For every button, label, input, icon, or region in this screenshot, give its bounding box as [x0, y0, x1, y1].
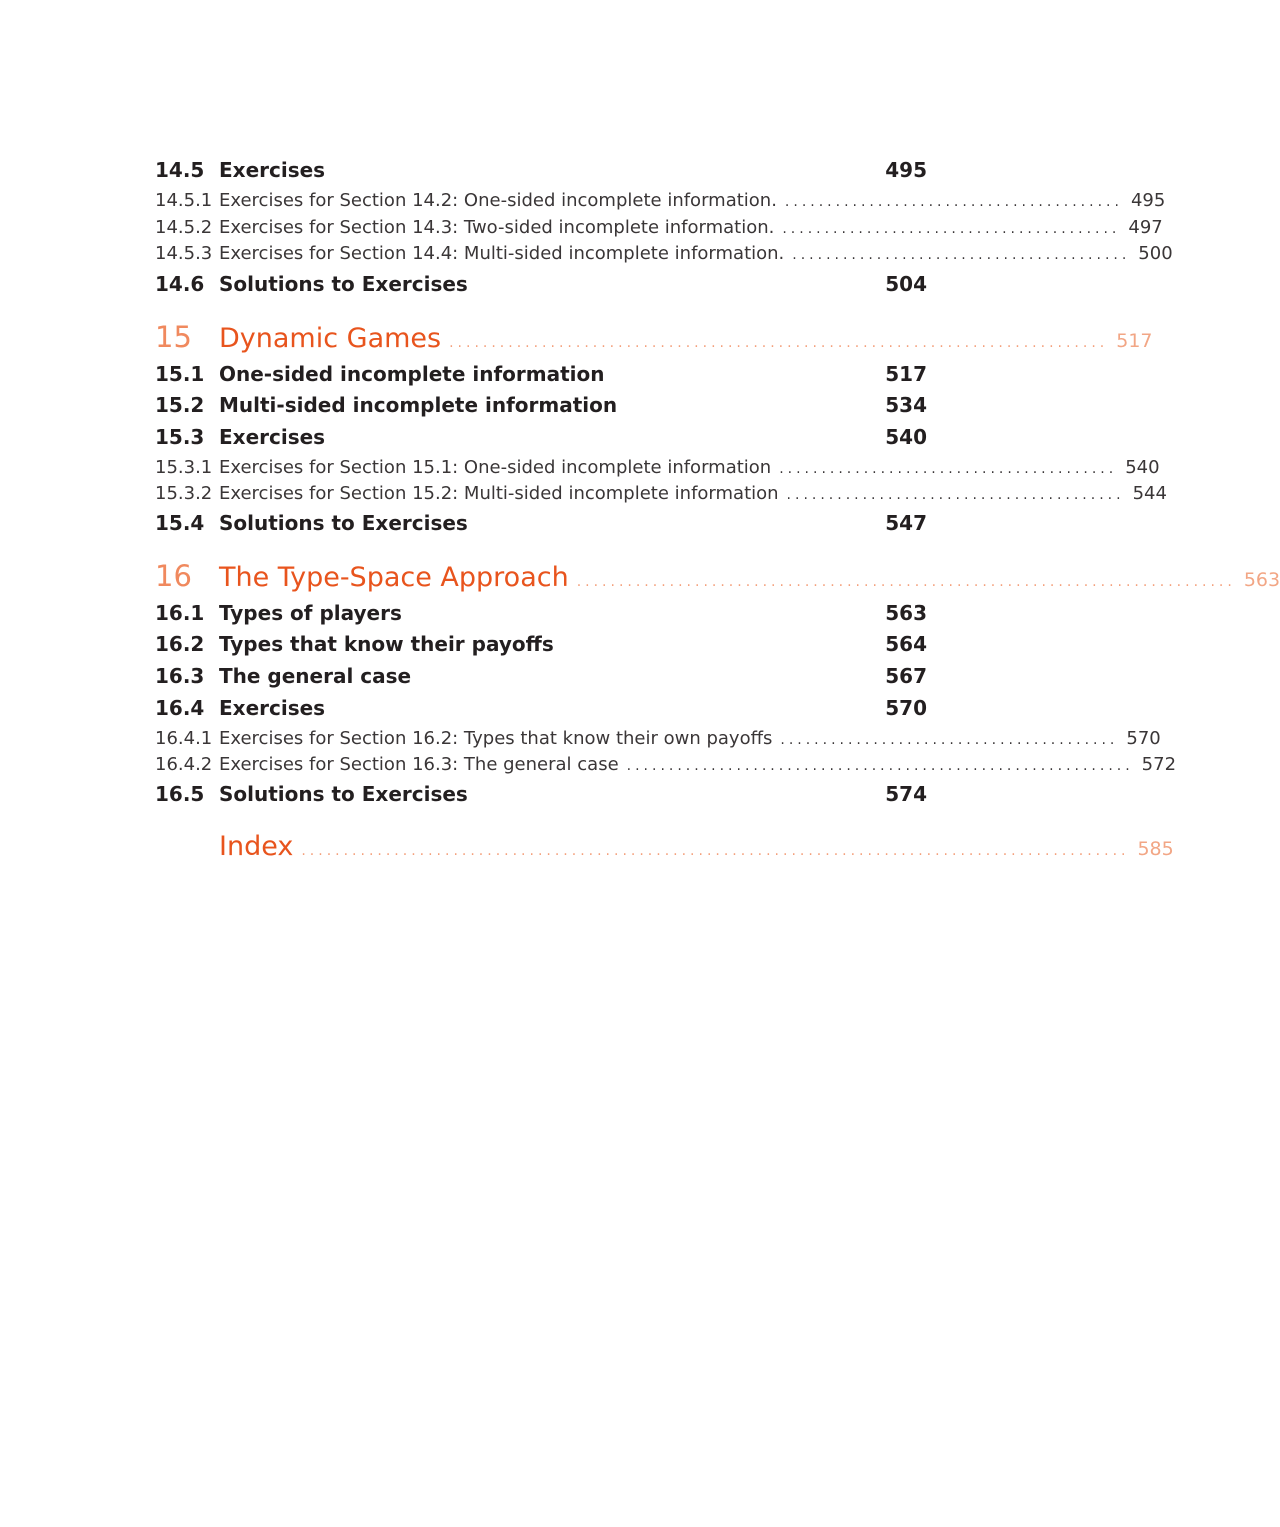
toc-index-row[interactable]	[155, 831, 1174, 862]
section-number: 16.4	[155, 696, 205, 720]
toc-subsection-row[interactable]	[155, 190, 1166, 211]
toc-section-row[interactable]	[155, 158, 927, 182]
subsection-number: 14.5.1	[155, 190, 213, 211]
dot-leader: ........................................	[780, 732, 1119, 748]
toc-subsection-row[interactable]	[155, 457, 1160, 478]
toc-subsection-row[interactable]	[155, 728, 1161, 749]
page-number: 495	[1130, 190, 1166, 211]
section-number: 15.3	[155, 425, 205, 449]
section-number: 16.1	[155, 601, 205, 625]
page-number: 564	[885, 632, 927, 656]
page-number: 504	[885, 272, 927, 296]
subsection-number: 16.4.1	[155, 728, 213, 749]
page-number: 540	[885, 425, 927, 449]
page-number: 585	[1137, 838, 1174, 860]
dot-leader: ........................................	[784, 194, 1123, 210]
section-number: 16.2	[155, 632, 205, 656]
chapter-number: 15	[155, 320, 192, 354]
section-number: 14.6	[155, 272, 205, 296]
section-title: Multi-sided incomplete information	[219, 393, 618, 417]
section-title: Solutions to Exercises	[219, 782, 468, 806]
page-number: 517	[885, 362, 927, 386]
dot-leader: ..............................................................................	[449, 335, 1109, 351]
subsection-title: Exercises for Section 14.3: Two-sided incomplete information.	[219, 217, 775, 238]
page-number: 563	[1243, 569, 1280, 591]
section-title: The general case	[219, 664, 412, 688]
page-number: 534	[885, 393, 927, 417]
subsection-number: 14.5.3	[155, 243, 213, 264]
chapter-title: The Type-Space Approach	[219, 562, 569, 593]
subsection-number: 15.3.2	[155, 483, 213, 504]
page-number: 495	[885, 158, 927, 182]
subsection-title: Exercises for Section 15.1: One-sided incomplete information	[219, 457, 772, 478]
page-number: 500	[1138, 243, 1173, 264]
toc-section-row[interactable]	[155, 664, 927, 688]
subsection-number: 14.5.2	[155, 217, 213, 238]
section-title: One-sided incomplete information	[219, 362, 605, 386]
toc-section-row[interactable]	[155, 425, 927, 449]
subsection-title: Exercises for Section 15.2: Multi-sided incomplete information	[219, 483, 779, 504]
section-title: Types that know their payoffs	[219, 632, 554, 656]
page-number: 544	[1132, 483, 1167, 504]
toc-section-row[interactable]	[155, 632, 927, 656]
page-number: 540	[1125, 457, 1160, 478]
subsection-title: Exercises for Section 16.2: Types that know their own payoffs	[219, 728, 773, 749]
toc-section-row[interactable]	[155, 393, 927, 417]
section-number: 15.2	[155, 393, 205, 417]
toc-subsection-row[interactable]	[155, 217, 1163, 238]
index-title: Index	[219, 831, 294, 862]
dot-leader: ..............................................................................	[576, 574, 1236, 590]
subsection-title: Exercises for Section 16.3: The general case	[219, 754, 619, 775]
section-number: 16.5	[155, 782, 205, 806]
section-number: 16.3	[155, 664, 205, 688]
section-number: 14.5	[155, 158, 205, 182]
page-number: 547	[885, 511, 927, 535]
toc-subsection-row[interactable]	[155, 243, 1173, 264]
dot-leader: ........................................	[782, 221, 1121, 237]
dot-leader: ..................................................................................................	[301, 843, 1130, 859]
toc-section-row[interactable]	[155, 511, 927, 535]
toc-chapter-row[interactable]	[155, 559, 1280, 593]
toc-section-row[interactable]	[155, 362, 927, 386]
subsection-title: Exercises for Section 14.4: Multi-sided incomplete information.	[219, 243, 785, 264]
toc-subsection-row[interactable]	[155, 483, 1167, 504]
section-title: Solutions to Exercises	[219, 272, 468, 296]
subsection-title: Exercises for Section 14.2: One-sided incomplete information.	[219, 190, 777, 211]
page-number: 567	[885, 664, 927, 688]
dot-leader: ............................................................	[626, 758, 1134, 774]
toc-section-row[interactable]	[155, 782, 927, 806]
section-title: Exercises	[219, 158, 326, 182]
chapter-number: 16	[155, 559, 192, 593]
section-title: Exercises	[219, 696, 326, 720]
page-number: 497	[1128, 217, 1163, 238]
dot-leader: ........................................	[779, 461, 1118, 477]
page-number: 570	[885, 696, 927, 720]
section-title: Exercises	[219, 425, 326, 449]
page-number: 563	[885, 601, 927, 625]
section-number: 15.1	[155, 362, 205, 386]
chapter-title: Dynamic Games	[219, 323, 442, 354]
page-number: 570	[1126, 728, 1161, 749]
page-number: 517	[1116, 330, 1153, 352]
subsection-number: 16.4.2	[155, 754, 213, 775]
subsection-number: 15.3.1	[155, 457, 213, 478]
dot-leader: ........................................	[786, 487, 1125, 503]
section-title: Solutions to Exercises	[219, 511, 468, 535]
page-number: 572	[1141, 754, 1177, 775]
toc-subsection-row[interactable]	[155, 754, 1177, 775]
dot-leader: ........................................	[792, 247, 1131, 263]
section-title: Types of players	[219, 601, 402, 625]
toc-section-row[interactable]	[155, 601, 927, 625]
toc-chapter-row[interactable]	[155, 320, 1153, 354]
section-number: 15.4	[155, 511, 205, 535]
page-number: 574	[885, 782, 927, 806]
toc-section-row[interactable]	[155, 272, 927, 296]
toc-section-row[interactable]	[155, 696, 927, 720]
